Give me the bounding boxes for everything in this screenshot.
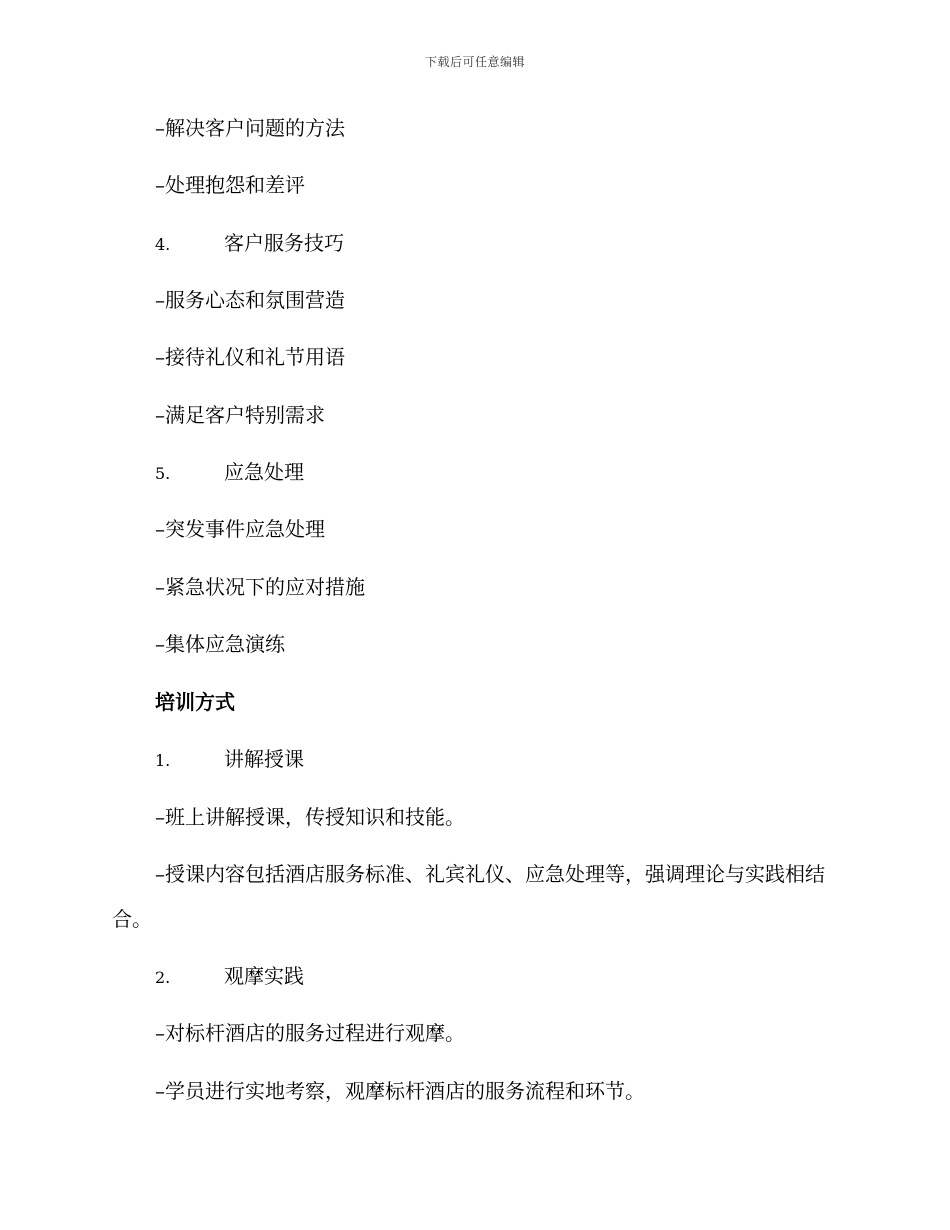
numbered-heading (155, 458, 304, 488)
item-number: 1. (155, 751, 171, 770)
item-title: 观摩实践 (224, 964, 304, 988)
list-item: –对标杆酒店的服务过程进行观摩。 (155, 1021, 465, 1045)
list-item: –班上讲解授课，传授知识和技能。 (155, 805, 465, 829)
page-header: 下载后可任意编辑 (424, 55, 525, 69)
list-item: –接待礼仪和礼节用语 (155, 345, 345, 369)
list-item: –集体应急演练 (155, 632, 285, 656)
item-number: 4. (155, 235, 171, 254)
list-item: –学员进行实地考察，观摩标杆酒店的服务流程和环节。 (155, 1079, 645, 1103)
item-number: 2. (155, 968, 171, 987)
item-title: 应急处理 (224, 460, 304, 484)
list-item: –满足客户特别需求 (155, 403, 325, 427)
numbered-heading (155, 962, 304, 992)
list-item: –紧急状况下的应对措施 (155, 575, 365, 599)
item-title: 客户服务技巧 (224, 231, 344, 255)
list-item: –服务心态和氛围营造 (155, 288, 345, 312)
item-title: 讲解授课 (224, 747, 304, 771)
numbered-heading (155, 229, 344, 259)
list-item: –突发事件应急处理 (155, 517, 325, 541)
list-item: –解决客户问题的方法 (155, 116, 345, 140)
paragraph: –授课内容包括酒店服务标准、礼宾礼仪、应急处理等，强调理论与实践相结合。 (112, 862, 825, 931)
item-number: 5. (155, 464, 171, 483)
section-heading: 培训方式 (155, 690, 235, 714)
numbered-heading (155, 745, 304, 775)
list-item: –处理抱怨和差评 (155, 173, 305, 197)
